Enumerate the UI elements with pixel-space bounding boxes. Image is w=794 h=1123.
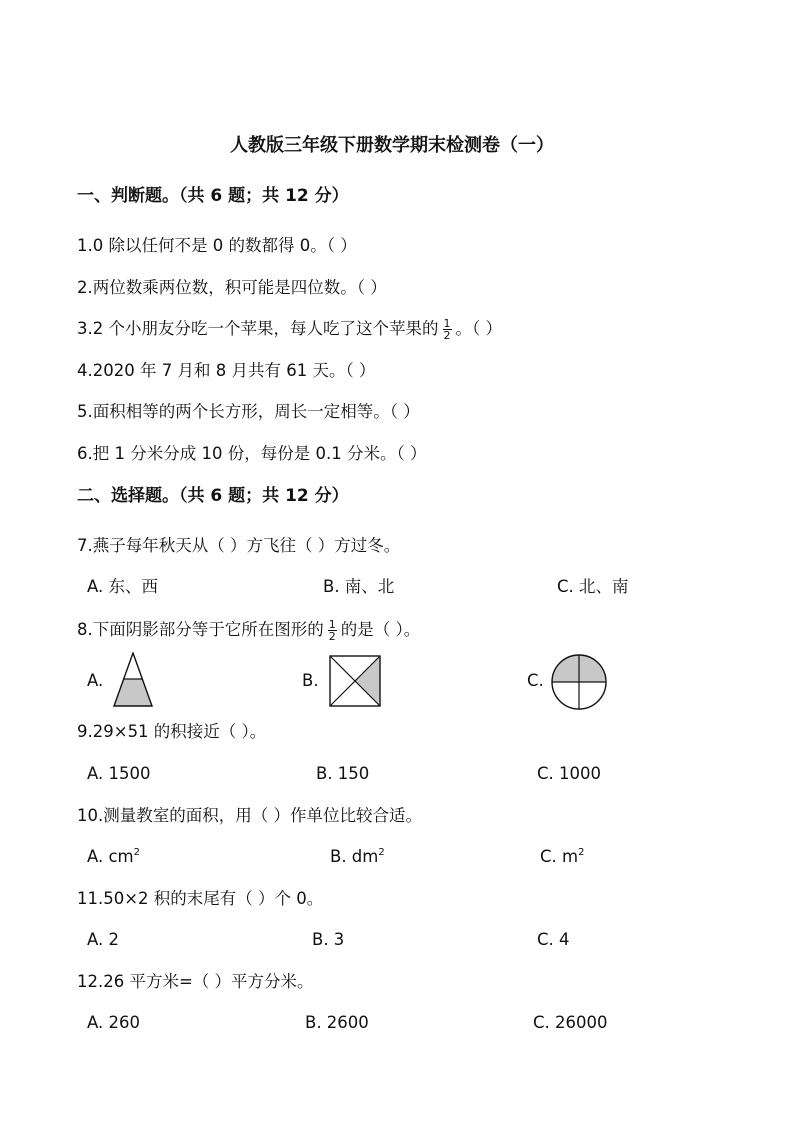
question-2: 2.两位数乘两位数，积可能是四位数。（ ） (77, 278, 387, 297)
triangle-figure (112, 652, 154, 708)
option-c: C. 26000 (533, 1013, 608, 1032)
option-c-text: C. m (540, 847, 579, 866)
option-c: C. 4 (537, 930, 570, 949)
option-c: C. 北、南 (557, 577, 629, 596)
question-3-text: 3.2 个小朋友分吃一个苹果，每人吃了这个苹果的 (77, 319, 439, 338)
option-a: A. 2 (87, 930, 119, 949)
question-8 (77, 619, 420, 642)
question-4: 4.2020 年 7 月和 8 月共有 61 天。（ ） (77, 361, 376, 380)
question-10: 10.测量教室的面积，用（ ）作单位比较合适。 (77, 806, 422, 825)
option-a: A. 东、西 (87, 577, 158, 596)
question-1: 1.0 除以任何不是 0 的数都得 0。（ ） (77, 236, 357, 255)
option-b: B. 3 (312, 930, 345, 949)
question-9: 9.29×51 的积接近（ ）。 (77, 722, 267, 741)
question-12: 12.26 平方米=（ ）平方分米。 (77, 972, 314, 991)
question-8-text: 8.下面阴影部分等于它所在图形的 (77, 620, 324, 639)
option-c (540, 847, 584, 867)
fraction-half (328, 619, 337, 642)
option-a (87, 847, 140, 867)
square-figure (327, 653, 383, 709)
question-11: 11.50×2 积的末尾有（ ）个 0。 (77, 889, 324, 908)
option-a: A. (87, 671, 104, 690)
question-3-suffix: 。（ ） (455, 319, 502, 338)
option-a: A. 1500 (87, 764, 151, 783)
page-title: 人教版三年级下册数学期末检测卷（一） (230, 135, 554, 156)
shaded-triangle (355, 656, 380, 706)
fraction-numerator: 1 (443, 317, 451, 330)
option-a: A. 260 (87, 1013, 140, 1032)
superscript-two: 2 (378, 847, 385, 858)
fraction-denominator: 2 (443, 329, 451, 342)
option-b: B. (302, 671, 319, 690)
fraction-numerator: 1 (328, 618, 336, 631)
option-c: C. (527, 671, 544, 690)
circle-figure (549, 652, 609, 712)
option-a-text: A. cm (87, 847, 134, 866)
option-b: B. 南、北 (323, 577, 395, 596)
question-8-suffix: 的是（ ）。 (340, 620, 421, 639)
shaded-trapezoid (114, 679, 152, 706)
fraction-denominator: 2 (328, 630, 336, 643)
section-heading-choice: 二、选择题。（共 6 题；共 12 分） (77, 486, 349, 506)
option-c: C. 1000 (537, 764, 602, 783)
fraction-half (443, 318, 452, 341)
question-6: 6.把 1 分米分成 10 份，每份是 0.1 分米。（ ） (77, 444, 427, 463)
option-b-text: B. dm (330, 847, 379, 866)
question-5: 5.面积相等的两个长方形，周长一定相等。（ ） (77, 402, 420, 421)
superscript-two: 2 (133, 847, 141, 858)
section-heading-judgement: 一、判断题。（共 6 题；共 12 分） (77, 186, 349, 206)
option-b: B. 150 (316, 764, 370, 783)
question-3 (77, 318, 502, 341)
superscript-two: 2 (578, 847, 585, 858)
option-b: B. 2600 (305, 1013, 369, 1032)
option-b (330, 847, 385, 867)
question-7: 7.燕子每年秋天从（ ）方飞往（ ）方过冬。 (77, 536, 401, 555)
